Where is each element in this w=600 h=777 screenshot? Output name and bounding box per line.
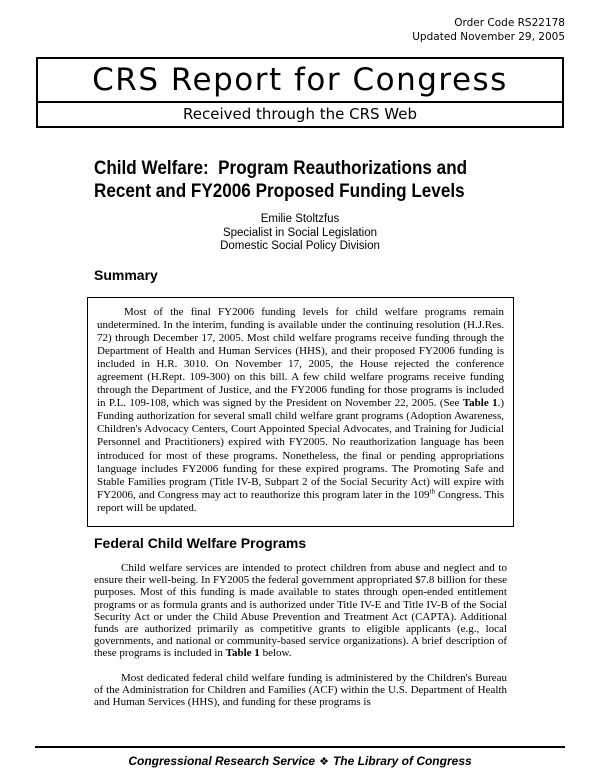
banner-subtitle: Received through the CRS Web [183,105,417,123]
body-paragraph-2: Most dedicated federal child welfare funding is administered by the Children's Bureau of the Administration for Children and Families (ACF) within the U.S. Department of Health and Human Services (HHS), and funding for these programs is [94,671,507,709]
body-text-part: below. [259,647,292,660]
author-block [0,213,600,254]
diamond-icon: ❖ [319,755,329,768]
report-title [94,158,509,203]
report-title-line2: Recent and FY2006 Proposed Funding Levels [94,180,465,202]
banner-title: CRS Report for Congress [92,62,508,98]
author-division: Domestic Social Policy Division [220,240,380,252]
report-title-line1: Child Welfare: Program Reauthorizations and [94,158,468,179]
table-1-reference: Table 1 [225,647,260,660]
section-body [94,562,507,708]
section-heading: Federal Child Welfare Programs [94,535,307,551]
summary-box [87,297,514,527]
crs-banner [36,57,564,128]
updated-date: Updated November 29, 2005 [412,31,565,43]
body-text-part: Child welfare services are intended to protect children from abuse and neglect and to ensure their well-being. In FY2005 the federal government appropriated $7.8 billion for these purposes. Most of this funding is made available to states through open-ended entitlement programs or as formula grants and is authorized under Title IV-E and Title IV-B of the Social Security Act or under the Child Abuse Prevention and Treatment Act (CAPTA). Additional funds are authorized primarily as competitive grants to eligible applicants (e.g., local governments, and national or community-based service organizations). A brief description of these programs is included in [94,562,507,660]
table-1-reference: Table 1 [462,397,498,410]
author-name: Emilie Stoltzfus [260,213,340,225]
summary-text-part: .) Funding authorization for several small child welfare grant programs (Adoption Awareness, Children's Advocacy Centers, Court Appointed Special Advocates, and Training for Judicial Personnel and Practitioners) expired with FY2005. No reauthorization language has been introduced for most of these programs. Nonetheless, the final or pending appropriations language includes FY2006 funding for these expired programs. The Promoting Safe and Stable Families program (Title IV-B, Subpart 2 of the Social Security Act) will expire with FY2006, and Congress may act to reauthorize this program later in the 109 [97,397,504,501]
body-paragraph-1 [94,562,507,660]
summary-text-part: Congress. This report will be updated. [97,488,504,514]
page-footer [35,746,565,770]
footer-org: Congressional Research Service [128,754,316,768]
document-header-meta [412,16,565,44]
summary-heading: Summary [94,267,158,283]
ordinal-superscript: th [429,487,435,495]
summary-text-part: Most of the final FY2006 funding levels for child welfare programs remain undetermined. In the interim, funding is available under the continuing resolution (H.J.Res. 72) through December 17, 2005. Most child welfare programs receive funding through the Department of Health and Human Services (HHS), and their proposed FY2006 funding is included in H.R. 3010. On November 17, 2005, the House rejected the conference agreement (H.Rept. 109-300) on this bill. A few child welfare programs receive funding through the Department of Justice, and the FY2006 funding for those programs is included in P.L. 109-108, which was signed by the President on November 22, 2005. (See [97,306,504,410]
order-code: Order Code RS22178 [454,17,565,29]
author-role: Specialist in Social Legislation [222,226,378,239]
footer-library: The Library of Congress [332,754,472,768]
summary-paragraph [97,306,504,515]
